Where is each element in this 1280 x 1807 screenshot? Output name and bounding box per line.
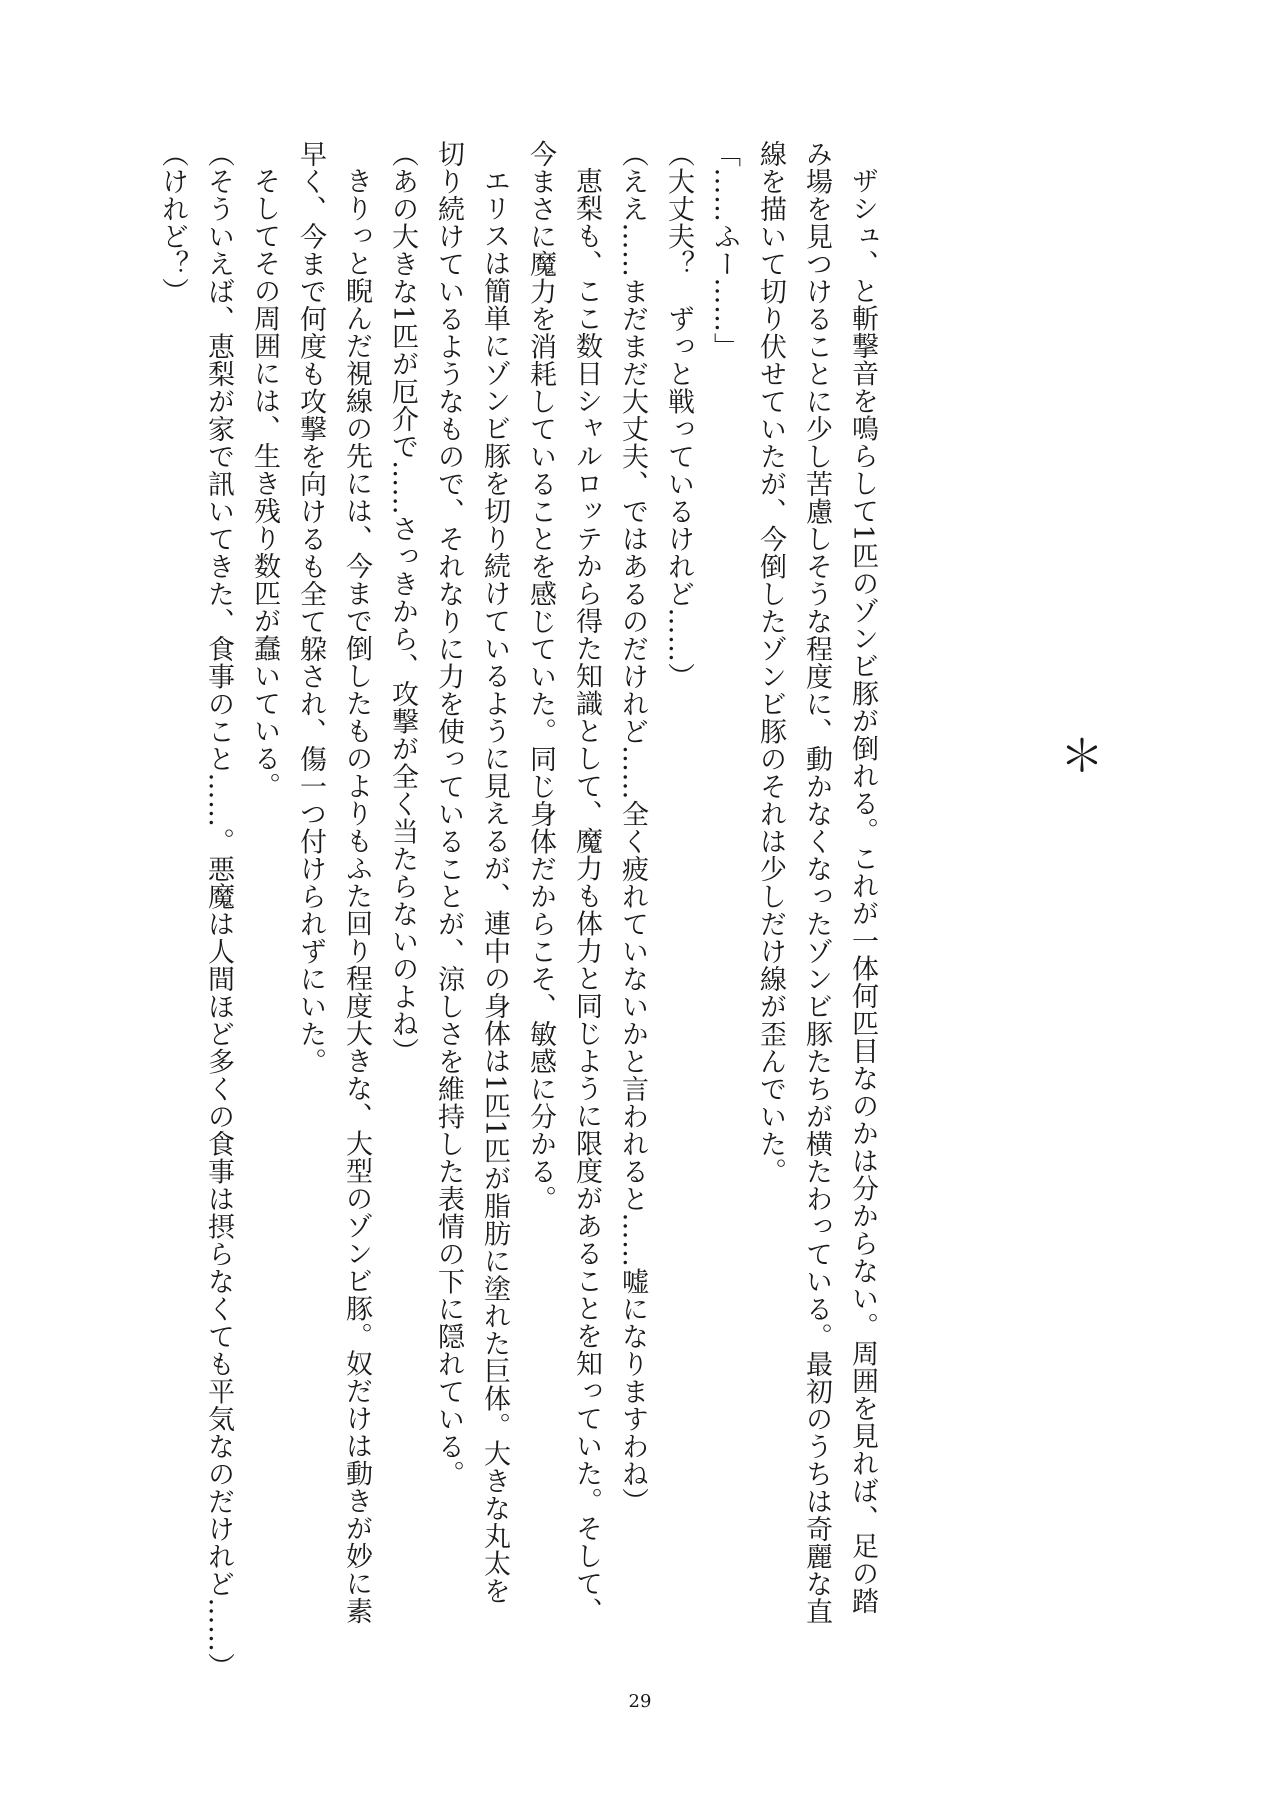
page-number: 29 — [628, 1691, 652, 1712]
text-column-13: 早く、今まで何度も攻撃を向けるも全て躱され、傷一つ付けられずにいた。 — [295, 140, 326, 1075]
text-column-9: エリスは簡単にゾンビ豚を切り続けているように見えるが、連中の身体は1匹1匹が脂肪に塗れた巨体。大きな丸太を — [479, 167, 510, 1605]
text-column-14: そしてその周囲には、生き残り数匹が蠢いている。 — [249, 167, 280, 800]
text-column-7: 恵梨も、ここ数日シャルロッテから得た知識として、魔力も体力と同じように限度があることを知っていた。そして、 — [571, 167, 602, 1625]
text-column-12: きりっと睨んだ視線の先には、今まで倒したものよりもふた回り程度大きな、大型のゾンビ豚。奴だけは動きが妙に素 — [341, 167, 372, 1625]
text-column-11: （あの大きな1匹が厄介で……さっきから、攻撃が全く当たらないのよね） — [387, 140, 418, 1066]
text-column-5: （大丈夫？ ずっと戦っているけれど……） — [663, 140, 694, 690]
text-column-6: （ええ……まだまだ大丈夫、ではあるのだけれど……全く疲れていないかと言われると……嘘になりますわね） — [617, 140, 648, 1515]
text-column-16: （けれど？） — [157, 140, 188, 305]
text-column-10: 切り続けているようなもので、それなりに力を使っていることが、涼しさを維持した表情の下に隠れている。 — [433, 140, 464, 1488]
section-break-asterisk: ＊ — [1060, 731, 1104, 782]
text-column-1: ザシュ、と斬撃音を鳴らして1匹のゾンビ豚が倒れる。これが一体何匹目なのかは分からない。周囲を見れば、足の踏 — [847, 167, 878, 1615]
text-column-2: み場を見つけることに少し苦慮しそうな程度に、動かなくなったゾンビ豚たちが横たわっている。最初のうちは奇麗な直 — [801, 140, 832, 1625]
text-column-15: （そういえば、恵梨が家で訊いてきた、食事のこと……。悪魔は人間ほど多くの食事は摂らなくても平気なのだけれど……） — [203, 140, 234, 1680]
text-column-8: 今まさに魔力を消耗していることを感じていた。同じ身体だからこそ、敏感に分かる。 — [525, 140, 556, 1213]
text-column-3: 線を描いて切り伏せていたが、今倒したゾンビ豚のそれは少しだけ線が歪んでいた。 — [755, 140, 786, 1185]
text-column-4: 「……ふー……」 — [709, 140, 740, 360]
